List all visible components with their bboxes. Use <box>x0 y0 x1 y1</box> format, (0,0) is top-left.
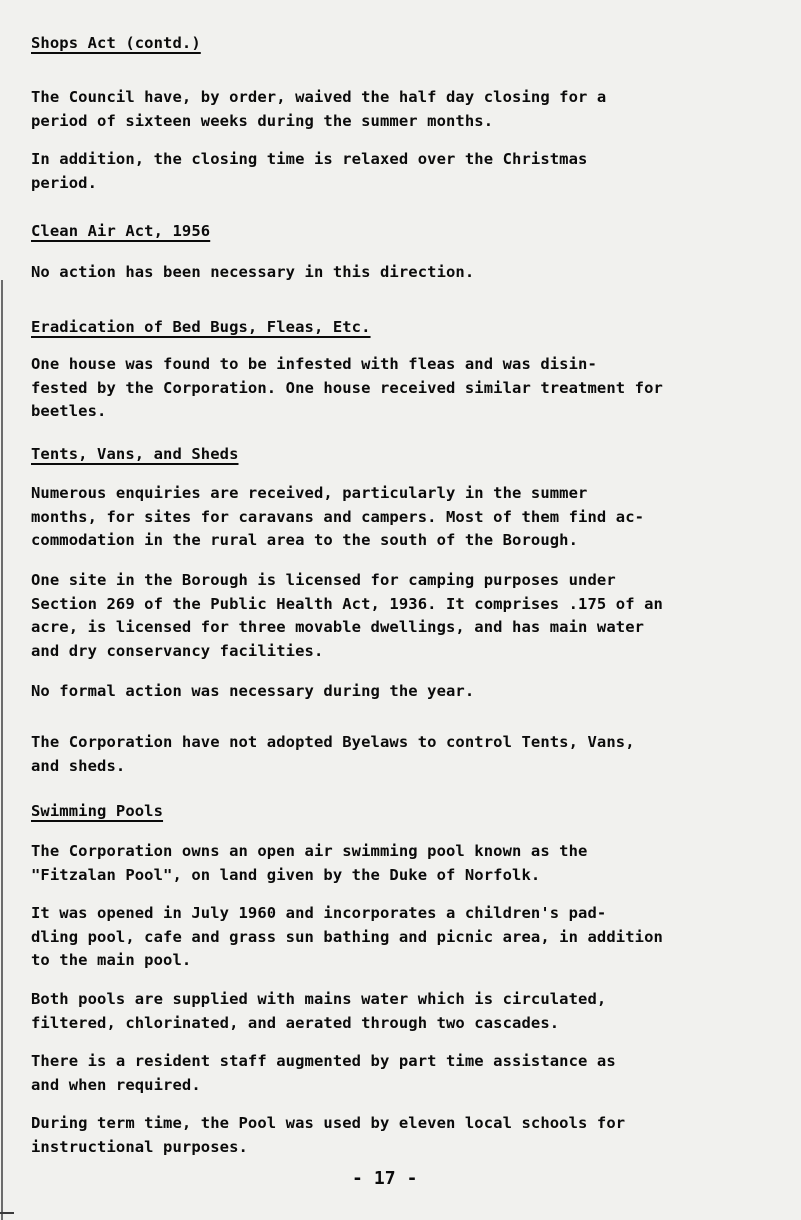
paragraph-enquiries: Numerous enquiries are received, particularly in the summer months, for sites for caravans and campers. Most of them find ac- commodation in the rural area to the south of the Borough. <box>31 484 645 549</box>
paragraph-no-action: No action has been necessary in this direction. <box>31 263 475 281</box>
section-heading-shops-act: Shops Act (contd.) <box>31 34 201 52</box>
section-heading-tents-vans-sheds: Tents, Vans, and Sheds <box>31 445 239 463</box>
section-heading-swimming-pools: Swimming Pools <box>31 802 164 820</box>
bottom-corner-rule <box>0 1212 14 1214</box>
paragraph-licensed-site: One site in the Borough is licensed for camping purposes under Section 269 of the Public Health Act, 1936. It comprises .175 of an acre, is licensed for three movable dwellings, and has main water and dry conservancy facilities. <box>31 571 663 660</box>
paragraph-schools: During term time, the Pool was used by eleven local schools for instructional purposes. <box>31 1114 626 1156</box>
paragraph-christmas-closing: In addition, the closing time is relaxed over the Christmas period. <box>31 150 588 192</box>
paragraph-opened-1960: It was opened in July 1960 and incorporates a children's pad- dling pool, cafe and grass sun bathing and picnic area, in addition to the main pool. <box>31 904 663 969</box>
paragraph-mains-water: Both pools are supplied with mains water which is circulated, filtered, chlorinated, and aerated through two cascades. <box>31 990 607 1032</box>
paragraph-half-day-closing: The Council have, by order, waived the half day closing for a period of sixteen weeks during the summer months. <box>31 88 607 130</box>
paragraph-infestation: One house was found to be infested with fleas and was disin- fested by the Corporation. One house received similar treatment for beetles. <box>31 355 663 420</box>
left-margin-rule <box>1 280 3 1220</box>
section-heading-clean-air-act: Clean Air Act, 1956 <box>31 222 211 240</box>
paragraph-byelaws: The Corporation have not adopted Byelaws to control Tents, Vans, and sheds. <box>31 733 635 775</box>
page-number: - 17 - <box>352 1168 418 1189</box>
section-heading-eradication: Eradication of Bed Bugs, Fleas, Etc. <box>31 318 371 336</box>
paragraph-no-formal-action: No formal action was necessary during the year. <box>31 682 475 700</box>
paragraph-fitzalan-pool: The Corporation owns an open air swimming pool known as the "Fitzalan Pool", on land given by the Duke of Norfolk. <box>31 842 588 884</box>
paragraph-resident-staff: There is a resident staff augmented by part time assistance as and when required. <box>31 1052 616 1094</box>
